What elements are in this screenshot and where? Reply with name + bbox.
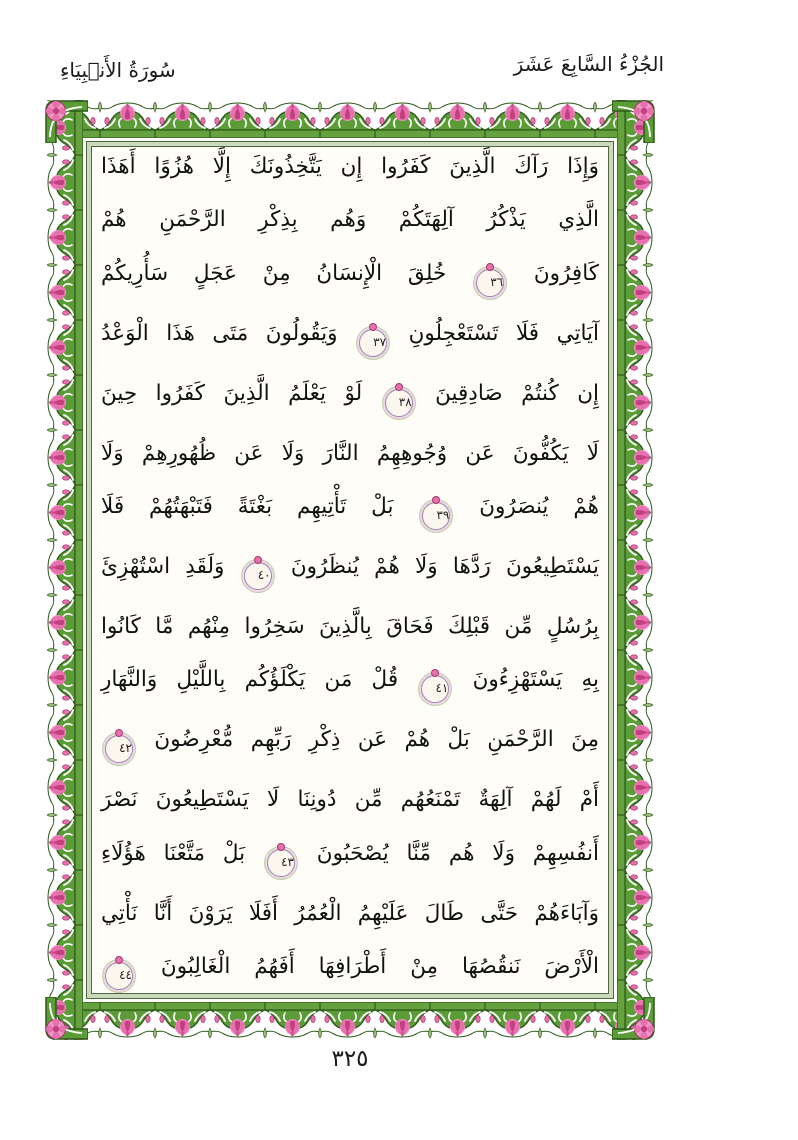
- ornamental-frame: [45, 100, 655, 1040]
- quran-text-segment: بَلْ مَتَّعْنَا هَؤُلَاءِ: [101, 840, 246, 866]
- quran-line: [101, 783, 599, 816]
- floral-border-left-icon: [45, 100, 83, 1040]
- verse-end-marker: ٤٢: [105, 735, 133, 763]
- quran-line: [101, 837, 599, 877]
- quran-text-segment: مِنَ الرَّحْمَنِ بَلْ هُمْ عَن ذِكْرِ رَبِّهِم مُّعْرِضُونَ: [154, 727, 599, 753]
- quran-text-segment: بَلْ تَأْتِيهِم بَغْتَةً فَتَبْهَتُهُمْ فَلَا: [101, 493, 394, 519]
- verse-end-marker: ٣٨: [385, 389, 413, 417]
- verse-end-marker: ٣٦: [476, 269, 504, 297]
- quran-text-segment: لَا يَكُفُّونَ عَن وُجُوهِهِمُ النَّارَ وَلَا عَن ظُهُورِهِمْ وَلَا: [101, 440, 599, 466]
- quran-text-segment: وَإِذَا رَآكَ الَّذِينَ كَفَرُوا إِن يَتَّخِذُونَكَ إِلَّا هُزُوًا أَهَذَا: [101, 154, 599, 179]
- quran-line: [101, 150, 599, 183]
- quran-line: [101, 550, 599, 590]
- quran-line: [101, 257, 599, 297]
- quran-line: [101, 377, 599, 417]
- quran-text-segment: إِن كُنتُمْ صَادِقِينَ: [435, 380, 599, 406]
- page-number: ٣٢٥: [331, 1046, 369, 1072]
- verse-end-marker: ٤٣: [267, 849, 295, 877]
- quran-text-segment: يَسْتَطِيعُونَ رَدَّهَا وَلَا هُمْ يُنظَرُونَ: [290, 553, 599, 579]
- quran-text-segment: كَافِرُونَ: [533, 260, 599, 286]
- quran-text-segment: أَنفُسِهِمْ وَلَا هُم مِّنَّا يُصْحَبُونَ: [316, 840, 600, 866]
- quran-line: [101, 663, 599, 703]
- page-header: [0, 0, 798, 100]
- surah-title: سُورَةُ الأَنۢبِيَاءِ: [60, 58, 176, 82]
- quran-line: [101, 203, 599, 236]
- floral-border-top-icon: [45, 100, 655, 138]
- verse-end-marker: ٤١: [421, 675, 449, 703]
- quran-text-segment: آيَاتِي فَلَا تَسْتَعْجِلُونِ: [408, 320, 599, 346]
- quran-line: [101, 723, 599, 763]
- quran-text-segment: وَيَقُولُونَ مَتَى هَذَا الْوَعْدُ: [101, 320, 338, 346]
- corner-flower-icon: [42, 97, 88, 143]
- floral-border-bottom-icon: [45, 1002, 655, 1040]
- quran-text-segment: بِهِ يَسْتَهْزِءُونَ: [472, 667, 599, 693]
- verse-end-marker: ٤٤: [105, 962, 133, 990]
- quran-line: [101, 437, 599, 470]
- quran-line: [101, 317, 599, 357]
- quran-text-segment: وَآبَاءَهُمْ حَتَّى طَالَ عَلَيْهِمُ الْعُمُرُ أَفَلَا يَرَوْنَ أَنَّا نَأْتِي: [101, 900, 599, 926]
- juz-title: الجُزْءُ السَّابِعَ عَشَرَ: [513, 52, 664, 76]
- quran-text-segment: بِرُسُلٍ مِّن قَبْلِكَ فَحَاقَ بِالَّذِينَ سَخِرُوا مِنْهُم مَّا كَانُوا: [101, 613, 599, 639]
- quran-lines: [101, 150, 599, 990]
- verse-end-marker: ٣٧: [359, 329, 387, 357]
- verse-end-marker: ٣٩: [422, 502, 450, 530]
- quran-text-segment: الْأَرْضَ نَنقُصُهَا مِنْ أَطْرَافِهَا أَفَهُمُ الْغَالِبُونَ: [160, 953, 599, 979]
- quran-text-segment: الَّذِي يَذْكُرُ آلِهَتَكُمْ وَهُم بِذِكْرِ الرَّحْمَنِ هُمْ: [101, 207, 599, 233]
- quran-text-segment: هُمْ يُنصَرُونَ: [479, 493, 599, 519]
- quran-line: [101, 897, 599, 930]
- quran-text-segment: أَمْ لَهُمْ آلِهَةٌ تَمْنَعُهُم مِّن دُونِنَا لَا يَسْتَطِيعُونَ نَصْرَ: [101, 787, 599, 813]
- quran-text-segment: وَلَقَدِ اسْتُهْزِئَ: [101, 553, 225, 579]
- quran-text-segment: قُلْ مَن يَكْلَؤُكُم بِاللَّيْلِ وَالنَّهَارِ: [101, 667, 399, 693]
- quran-text-segment: لَوْ يَعْلَمُ الَّذِينَ كَفَرُوا حِينَ: [101, 380, 363, 406]
- corner-flower-icon: [612, 997, 658, 1043]
- quran-line: [101, 610, 599, 643]
- quran-line: [101, 490, 599, 530]
- quran-line: [101, 950, 599, 990]
- corner-flower-icon: [612, 97, 658, 143]
- verse-end-marker: ٤٠: [244, 562, 272, 590]
- quran-text-segment: خُلِقَ الْإِنسَانُ مِنْ عَجَلٍ سَأُرِيكُمْ: [101, 260, 447, 286]
- corner-flower-icon: [42, 997, 88, 1043]
- floral-border-right-icon: [617, 100, 655, 1040]
